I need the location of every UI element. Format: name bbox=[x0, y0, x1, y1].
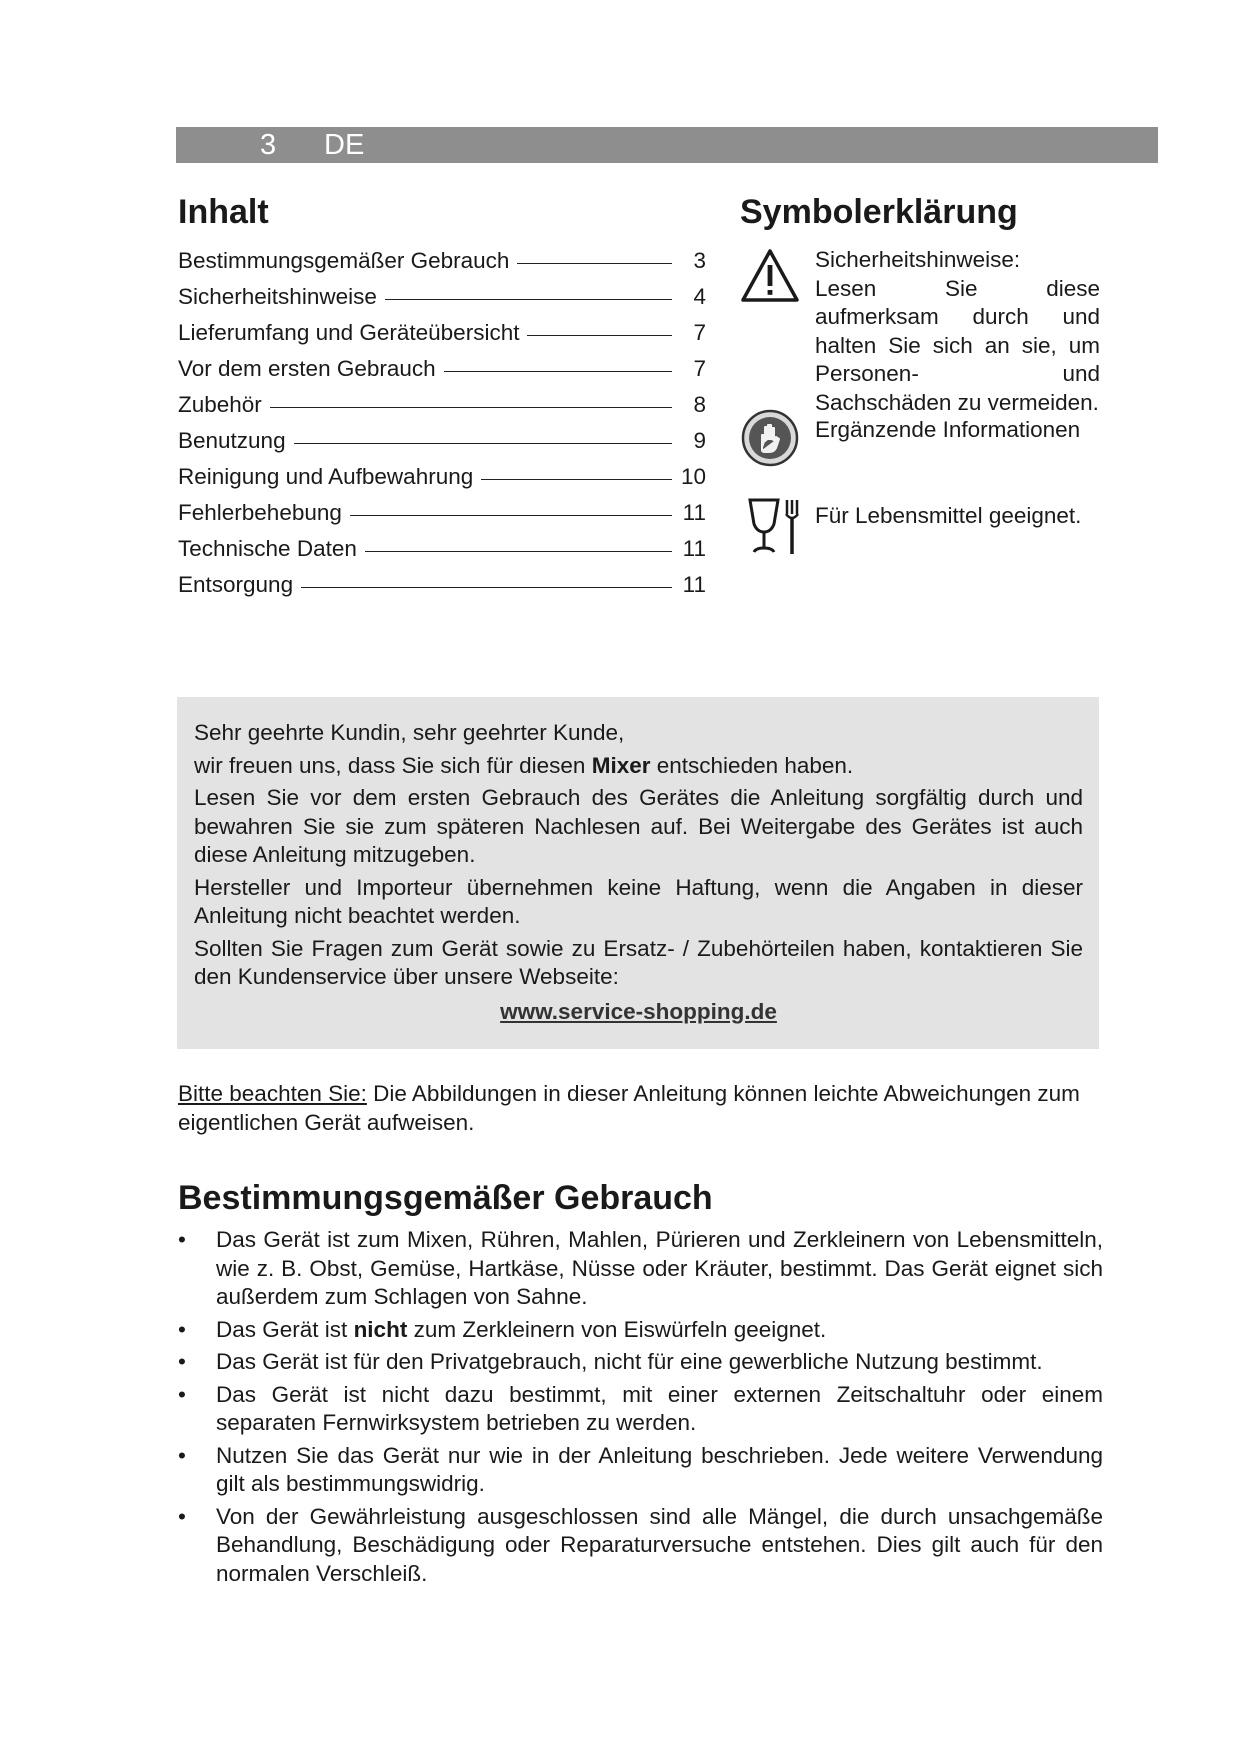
note-text: Die Abbildungen in dieser Anleitung können leichte Abweichungen zum eigentlichen Gerät aufweisen. bbox=[178, 1081, 1080, 1135]
greeting-contact: Sollten Sie Fragen zum Gerät sowie zu Ersatz- / Zubehörteilen haben, kontaktieren Sie den Kundenservice über unsere Webseite: bbox=[194, 935, 1083, 989]
intended-use-title: Bestimmungsgemäßer Gebrauch bbox=[178, 1179, 713, 1217]
page-header-bar bbox=[176, 127, 1158, 163]
toc-entry[interactable]: Technische Daten 11 bbox=[178, 536, 706, 561]
greeting-salutation: Sehr geehrte Kundin, sehr geehrter Kunde, bbox=[194, 720, 625, 745]
list-item: • Das Gerät ist zum Mixen, Rühren, Mahlen, Pürieren und Zerkleinern von Lebensmitteln, wie z. B. Obst, Gemüse, Hartkäse, Nüsse oder Kräuter, bestimmt. Das Gerät eignet sich außerdem zum Schlagen von Sahne. bbox=[178, 1226, 1103, 1312]
hand-info-icon bbox=[740, 408, 800, 476]
list-item: • Von der Gewährleistung ausgeschlossen sind alle Mängel, die durch unsachgemäße Behandlung, Beschädigung oder Reparaturversuche entstehen. Dies gilt auch für den normalen Verschleiß. bbox=[178, 1503, 1103, 1589]
toc-entry[interactable]: Vor dem ersten Gebrauch 7 bbox=[178, 356, 706, 381]
toc-entry[interactable]: Bestimmungsgemäßer Gebrauch 3 bbox=[178, 248, 706, 273]
symbol-legend bbox=[740, 192, 1100, 572]
greeting-intro: wir freuen uns, dass Sie sich für diesen Mixer entschieden haben. bbox=[194, 752, 854, 778]
language-code: DE bbox=[324, 129, 365, 161]
page-number: 3 bbox=[260, 129, 277, 161]
list-item: • Das Gerät ist nicht zum Zerkleinern von Eiswürfeln geeignet. bbox=[178, 1316, 1103, 1345]
customer-greeting-box bbox=[177, 697, 1099, 1049]
toc-entry[interactable]: Entsorgung 11 bbox=[178, 572, 706, 597]
list-item: • Das Gerät ist nicht dazu bestimmt, mit einer externen Zeitschaltuhr oder einem separaten Fernwirksystem betrieben zu werden. bbox=[178, 1381, 1103, 1438]
note-label: Bitte beachten Sie: bbox=[178, 1081, 367, 1106]
service-website-link[interactable]: www.service-shopping.de bbox=[500, 998, 777, 1024]
illustration-note bbox=[178, 1080, 1098, 1137]
list-item: • Nutzen Sie das Gerät nur wie in der Anleitung beschrieben. Jede weitere Verwendung gilt als bestimmungswidrig. bbox=[178, 1442, 1103, 1499]
toc-entry[interactable]: Zubehör 8 bbox=[178, 392, 706, 417]
greeting-read: Lesen Sie vor dem ersten Gebrauch des Gerätes die Anleitung sorgfältig durch und bewahren Sie sie zum späteren Nachlesen auf. Bei Weitergabe des Gerätes ist auch diese Anleitung mitzugeben. bbox=[194, 785, 1083, 867]
intended-use-section bbox=[178, 1178, 1103, 1592]
list-item: • Das Gerät ist für den Privatgebrauch, nicht für eine gewerbliche Nutzung bestimmt. bbox=[178, 1348, 1103, 1377]
toc-entry[interactable]: Sicherheitshinweise 4 bbox=[178, 284, 706, 309]
toc-entry[interactable]: Fehlerbehebung 11 bbox=[178, 500, 706, 525]
warning-triangle-icon bbox=[740, 248, 800, 312]
greeting-liability: Hersteller und Importeur übernehmen keine Haftung, wenn die Angaben in dieser Anleitung nicht beachtet werden. bbox=[194, 874, 1083, 928]
table-of-contents bbox=[178, 192, 706, 606]
toc-entry[interactable]: Benutzung 9 bbox=[178, 428, 706, 453]
food-safe-icon bbox=[740, 494, 802, 566]
symbol-warning: Sicherheitshinweise: Lesen Sie diese aufmerksam durch und halten Sie sich an sie, um Personen- und Sachschäden zu vermeiden. bbox=[740, 246, 1100, 416]
toc-entry[interactable]: Reinigung und Aufbewahrung 10 bbox=[178, 464, 706, 489]
toc-entry[interactable]: Lieferumfang und Geräteübersicht 7 bbox=[178, 320, 706, 345]
toc-title: Inhalt bbox=[178, 193, 269, 231]
symbols-title: Symbolerklärung bbox=[740, 193, 1018, 231]
symbol-food: Für Lebensmittel geeignet. bbox=[740, 502, 1100, 572]
symbol-info: Ergänzende Informationen bbox=[740, 416, 1100, 502]
intended-use-list bbox=[178, 1226, 1103, 1588]
